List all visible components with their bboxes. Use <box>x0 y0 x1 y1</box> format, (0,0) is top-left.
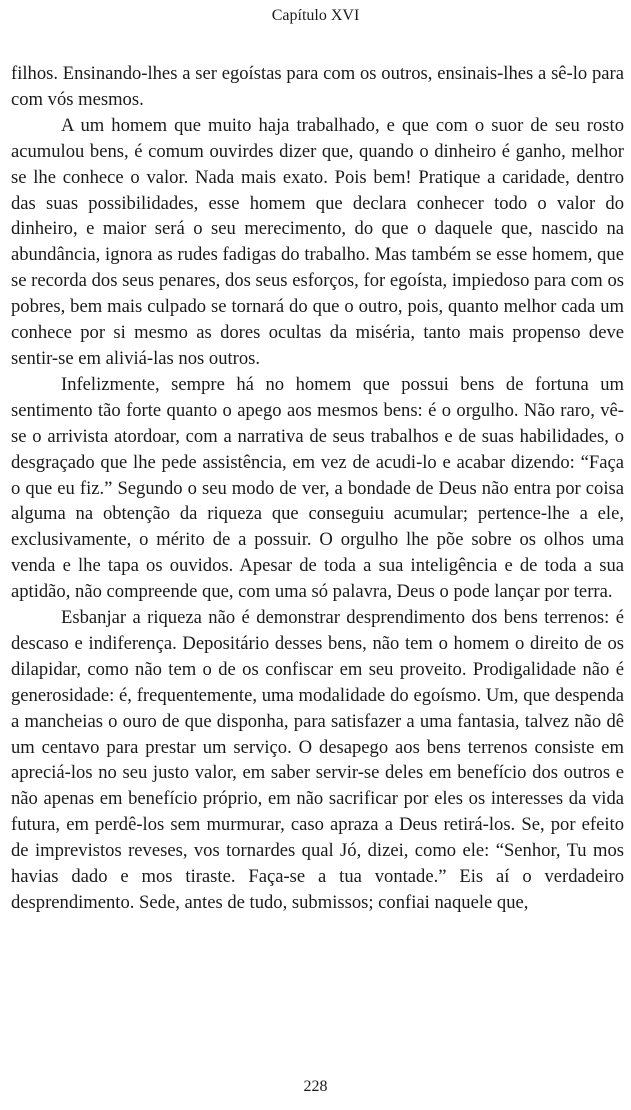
paragraph: Infelizmente, sempre há no homem que possui bens de fortuna um sentimento tão forte quanto o apego aos mesmos bens: é o orgulho. Não raro, vê-se o arrivista atordoar, com a narrativa de seus trabalhos e de suas habilidades, o desgraçado que lhe pede assistência, em vez de acudi-lo e acabar dizendo: “Faça o que eu fiz.” Segundo o seu modo de ver, a bondade de Deus não entra por coisa alguma na obtenção da riqueza que conseguiu acumular; pertence-lhe a ele, exclusivamente, o mérito de a possuir. O orgulho lhe põe sobre os olhos uma venda e lhe tapa os ouvidos. Apesar de toda a sua inteligência e de toda a sua aptidão, não compreende que, com uma só palavra, Deus o pode lançar por terra. <box>11 373 624 603</box>
paragraph-continuation: filhos. Ensinando-lhes a ser egoístas para com os outros, ensinais-lhes a sê-lo para com vós mesmos. <box>11 63 624 110</box>
body-text <box>11 61 624 916</box>
running-head-chapter: Capítulo XVI <box>271 7 360 24</box>
paragraph: A um homem que muito haja trabalhado, e que com o suor de seu rosto acumulou bens, é comum ouvirdes dizer que, quando o dinheiro é ganho, melhor se lhe conhece o valor. Nada mais exato. Pois bem! Pratique a caridade, dentro das suas possibilidades, esse homem que declara conhecer todo o valor do dinheiro, e maior será o seu merecimento, do que o daquele que, nascido na abundância, ignora as rudes fadigas do trabalho. Mas também se esse homem, que se recorda dos seus penares, dos seus esforços, for egoísta, impiedoso para com os pobres, bem mais culpado se tornará do que o outro, pois, quanto melhor cada um conhece por si mesmo as dores ocultas da miséria, tanto mais propenso deve sentir-se em aliviá-las nos outros. <box>11 114 624 369</box>
paragraph: Esbanjar a riqueza não é demonstrar desprendimento dos bens terrenos: é descaso e indiferença. Depositário desses bens, não tem o homem o direito de os dilapidar, como não tem o de os confiscar em seu proveito. Prodigalidade não é generosidade: é, frequentemente, uma modalidade do egoísmo. Um, que despenda a mancheias o ouro de que disponha, para satisfazer a uma fantasia, talvez não dê um centavo para prestar um serviço. O desapego aos bens terrenos consiste em apreciá-los no seu justo valor, em saber servir-se deles em benefício dos outros e não apenas em benefício próprio, em não sacrificar por eles os interesses da vida futura, em perdê-los sem murmurar, caso apraza a Deus retirá-los. Se, por efeito de imprevistos reveses, vos tornardes qual Jó, dizei, como ele: “Senhor, Tu mos havias dado e mos tiraste. Faça-se a tua vontade.” Eis aí o verdadeiro desprendimento. Sede, antes de tudo, submissos; confiai naquele que, <box>11 607 624 913</box>
page-number: 228 <box>303 1078 328 1095</box>
